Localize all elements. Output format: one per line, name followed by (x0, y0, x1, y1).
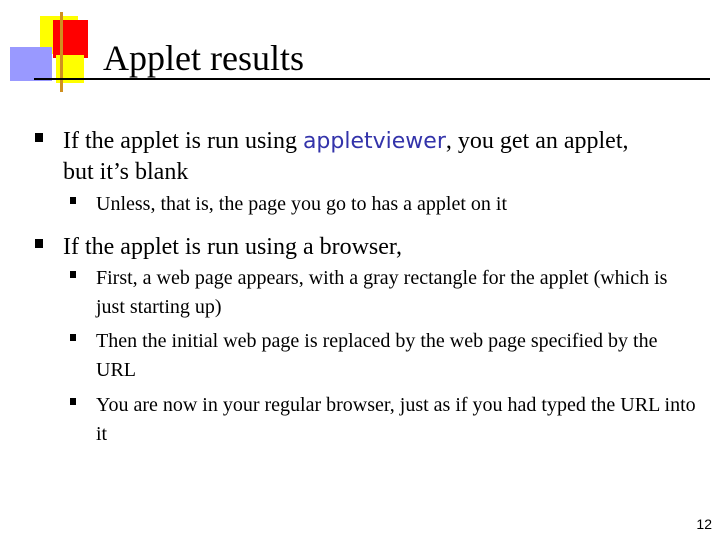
bullet-square-icon (35, 133, 43, 142)
bullet-text: If the applet is run using a browser, (63, 234, 402, 260)
sub-bullet-item (70, 391, 700, 449)
bullet-square-icon (35, 239, 43, 248)
bullet-square-icon (70, 334, 76, 341)
bullet-text: If the applet is run using appletviewer, you get an applet, but it’s blank (63, 128, 629, 185)
bullet-square-icon (70, 271, 76, 278)
sub-bullet-text: Unless, that is, the page you go to has a applet on it (96, 193, 508, 215)
sub-bullet-text: You are now in your regular browser, just as if you had typed the URL into it (96, 394, 696, 445)
code-term: appletviewer (302, 129, 446, 154)
sub-bullet-text: Then the initial web page is replaced by the web page specified by the URL (96, 330, 658, 381)
sub-bullet-item (70, 264, 700, 322)
sub-bullet-item (70, 327, 700, 385)
slide-title: Applet results (103, 38, 304, 78)
page-number: 12 (696, 516, 712, 532)
bullet-item (35, 232, 655, 263)
sub-bullet-text: First, a web page appears, with a gray rectangle for the applet (which is just starting up) (96, 267, 668, 318)
bullet-item (35, 126, 655, 188)
bullet-square-icon (70, 398, 76, 405)
sub-bullet-item (70, 190, 690, 219)
bullet-square-icon (70, 197, 76, 204)
